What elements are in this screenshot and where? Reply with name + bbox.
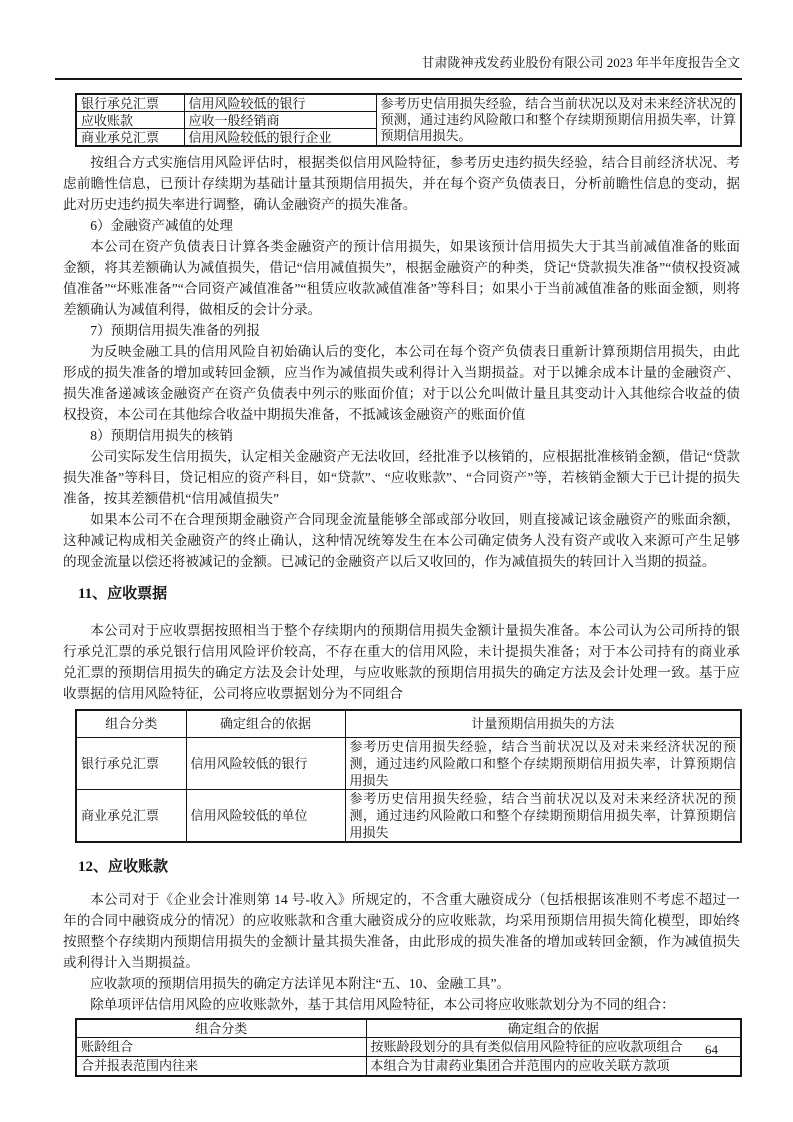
- column-header-category: 组合分类: [76, 710, 186, 738]
- section-12-accounts-receivable: [63, 857, 740, 1077]
- table-cell: 本组合为甘肃药业集团合并范围内的应收关联方款项: [366, 1057, 741, 1077]
- section-11-notes-receivable: [63, 584, 740, 843]
- table-row: [76, 738, 741, 790]
- header-divider: [55, 78, 742, 80]
- section-11-heading: 11、应收票据: [78, 586, 168, 602]
- column-header-category: 组合分类: [76, 1019, 366, 1038]
- subheading-8-ecl-writeoff: 8）预期信用损失的核销: [90, 428, 233, 443]
- section-12-paragraph-reference: 应收款项的预期信用损失的确定方法详见本附注“五、10、金融工具”。: [90, 976, 511, 991]
- section-12-paragraph-grouping: 除单项评估信用风险的应收账款外，基于其信用风险特征，本公司将应收账款划分为不同的组合：: [90, 997, 675, 1012]
- table-row: [76, 790, 741, 843]
- paragraph-7-presentation: 为反映金融工具的信用风险自初始确认后的变化，本公司在每个资产负债表日重新计算预期信用损失，由此形成的损失准备的增加或转回金额，应当作为减值损失或利得计入当期损益。对于以摊余成本计量的金融资产、损失准备递减该金融资产在资产负债表中列示的账面价值；对于以公允叫做计量且其变动计入其他综合收益的债权投资，本公司在其他综合收益中期损失准备，不抵减该金融资产的账面价值: [63, 344, 740, 422]
- section-12-paragraph-model: 本公司对于《企业会计准则第 14 号-收入》所规定的，不含重大融资成分（包括根据该准则不考虑不超过一年的合同中融资成分的情况）的应收账款和含重大融资成分的应收账款，均采用预期信用损失简化模型，即始终按照整个存续期内预期信用损失的金额计量其损失准备，由此形成的损失准备的增加或转回金额，作为减值损失或利得计入当期损益。: [63, 892, 740, 970]
- portfolio-table-continued: [75, 93, 742, 147]
- table-cell: 参考历史信用损失经验，结合当前状况以及对未来经济状况的预测，通过违约风险敞口和整个存续期预期信用损失率，计算预期信用损失: [345, 738, 741, 790]
- section-11-paragraph: 本公司对于应收票据按照相当于整个存续期内的预期信用损失金额计量损失准备。本公司认为公司所持的银行承兑汇票的承兑银行信用风险评价较高，不存在重大的信用风险，未计提损失准备；对于本公司持有的商业承兑汇票的预期信用损失的确定方法及会计处理，与应收账款的预期信用损失的确定方法及会计处理一致。基于应收票据的信用风险特征，公司将应收票据划分为不同组合: [63, 623, 740, 701]
- section-12-heading: 12、应收账款: [78, 859, 169, 875]
- table-cell: 银行承兑汇票: [76, 738, 186, 790]
- column-header-basis: 确定组合的依据: [186, 710, 345, 738]
- table-cell: 商业承兑汇票: [76, 129, 184, 147]
- table-cell: 应收一般经销商: [184, 112, 376, 129]
- page-number: 64: [705, 1042, 718, 1057]
- table-row: [76, 1038, 741, 1057]
- table-cell: 信用风险较低的银行企业: [184, 129, 376, 147]
- table-cell: 商业承兑汇票: [76, 790, 186, 843]
- table-cell: 账龄组合: [76, 1038, 366, 1057]
- paragraph-portfolio-assessment: 按组合方式实施信用风险评估时，根据类似信用风险特征，参考历史违约损失经验，结合目前经济状况、考虑前瞻性信息，已预计存续期为基础计量其预期信用损失，并在每个资产负债表日，分析前瞻性信息的变动，据此对历史违约损失率进行调整，确认金融资产的损失准备。: [63, 155, 740, 212]
- table-cell: 应收账款: [76, 112, 184, 129]
- table-cell: 按账龄段划分的具有类似信用风险特征的应收款项组合: [366, 1038, 741, 1057]
- table-header-row: [76, 1019, 741, 1038]
- table-cell: 信用风险较低的单位: [186, 790, 345, 843]
- table-row: [76, 1057, 741, 1077]
- subheading-6-impairment-treatment: 6）金融资产减值的处理: [90, 218, 233, 233]
- column-header-method: 计量预期信用损失的方法: [345, 710, 741, 738]
- subheading-7-ecl-presentation: 7）预期信用损失准备的列报: [90, 323, 261, 338]
- paragraph-8-writeoff: 公司实际发生信用损失，认定相关金融资产无法收回，经批准予以核销的，应根据批准核销金额，借记“贷款损失准备”等科目，贷记相应的资产科目，如“贷款”、“应收账款”、“合同资产”等，若核销金额大于已计提的损失准备，按其差额借机“信用减值损失”: [63, 449, 740, 506]
- notes-receivable-portfolio-table: [75, 709, 742, 843]
- table-cell: 信用风险较低的银行: [186, 738, 345, 790]
- financial-instruments-section: [63, 152, 740, 572]
- table-cell: 信用风险较低的银行: [184, 94, 376, 112]
- table-cell: 合并报表范围内往来: [76, 1057, 366, 1077]
- table-cell: 参考历史信用损失经验，结合当前状况以及对未来经济状况的预测，通过违约风险敞口和整个存续期预期信用损失率，计算预期信用损失: [345, 790, 741, 843]
- table-row: [76, 94, 741, 112]
- table-header-row: [76, 710, 741, 738]
- table-cell-merged-method: 参考历史信用损失经验，结合当前状况以及对未来经济状况的预测，通过违约风险敞口和整个存续期预期信用损失率，计算预期信用损失。: [376, 94, 741, 146]
- column-header-basis: 确定组合的依据: [366, 1019, 741, 1038]
- paragraph-8-derecognition: 如果本公司不在合理预期金融资产合同现金流量能够全部或部分收回，则直接减记该金融资产的账面余额，这种减记构成相关金融资产的终止确认，这种情况统筹发生在本公司确定债务人没有资产或收入来源可产生足够的现金流量以偿还将被减记的金额。已减记的金融资产以后又收回的，作为减值损失的转回计入当期的损益。: [63, 512, 740, 569]
- paragraph-6-impairment: 本公司在资产负债表日计算各类金融资产的预计信用损失，如果该预计信用损失大于其当前减值准备的账面金额，将其差额确认为减值损失，借记“信用减值损失”，根据金融资产的种类，贷记“贷款损失准备”“债权投资减值准备”“坏账准备”“合同资产减值准备”“租赁应收款减值准备”等科目；如果小于当前减值准备的账面金额，则将差额确认为减值利得，做相反的会计分录。: [63, 239, 740, 317]
- accounts-receivable-portfolio-table: [75, 1018, 742, 1077]
- table-cell: 银行承兑汇票: [76, 94, 184, 112]
- report-header-title: 甘肃陇神戎发药业股份有限公司 2023 年半年度报告全文: [421, 55, 740, 70]
